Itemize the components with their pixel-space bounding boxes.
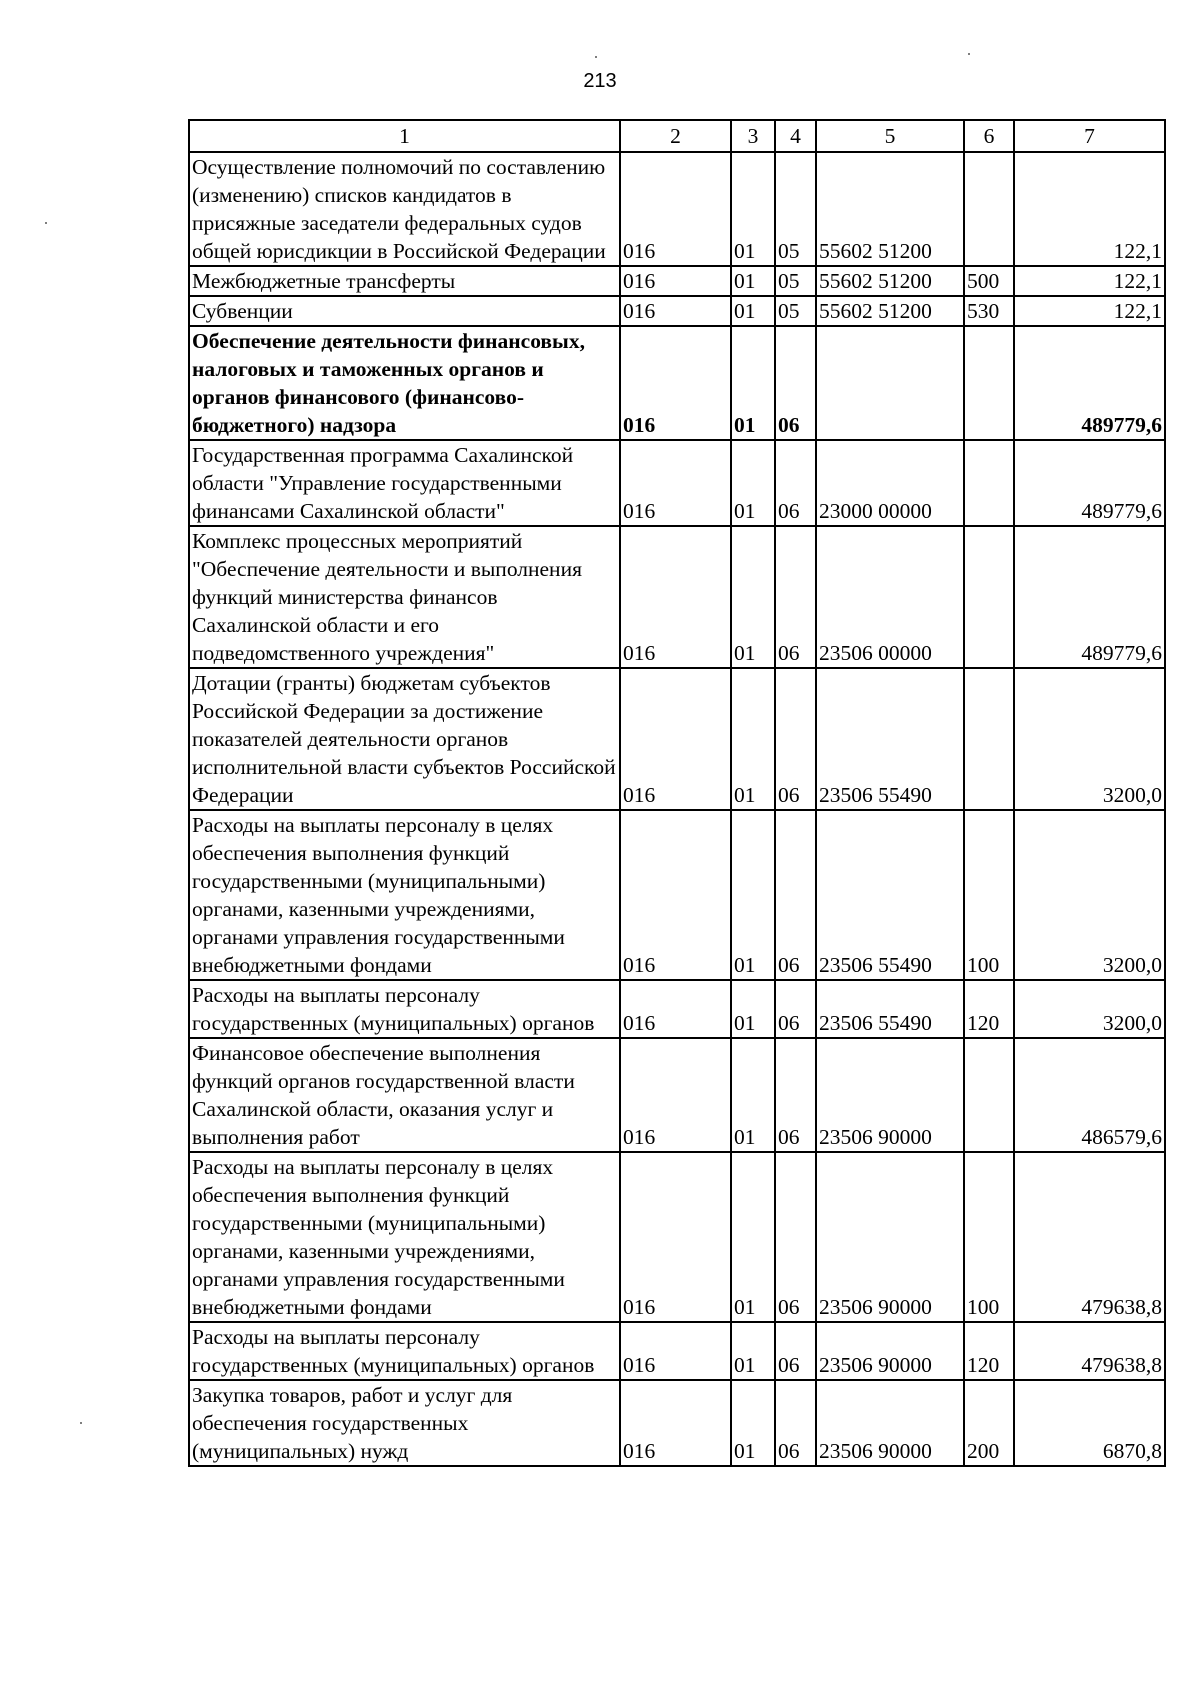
table-row	[189, 668, 1165, 810]
row-target-article: 23506 55490	[816, 980, 964, 1038]
row-subsection: 05	[775, 266, 816, 296]
row-grbs: 016	[620, 1038, 731, 1152]
row-target-article: 23506 00000	[816, 526, 964, 668]
column-header: 5	[816, 120, 964, 152]
row-grbs: 016	[620, 266, 731, 296]
column-header: 3	[731, 120, 775, 152]
row-target-article: 23506 90000	[816, 1038, 964, 1152]
row-section: 01	[731, 668, 775, 810]
scan-speck	[595, 56, 597, 58]
row-expense-type: 100	[964, 810, 1014, 980]
row-expense-type: 500	[964, 266, 1014, 296]
column-header: 1	[189, 120, 620, 152]
table-row	[189, 296, 1165, 326]
table-row	[189, 1380, 1165, 1466]
row-expense-type: 100	[964, 1152, 1014, 1322]
row-section: 01	[731, 1380, 775, 1466]
row-target-article: 55602 51200	[816, 296, 964, 326]
row-subsection: 06	[775, 1380, 816, 1466]
row-sum: 3200,0	[1014, 668, 1165, 810]
row-subsection: 06	[775, 526, 816, 668]
row-grbs: 016	[620, 440, 731, 526]
row-name: Расходы на выплаты персоналу государственных (муниципальных) органов	[189, 980, 620, 1038]
budget-table	[188, 119, 1166, 1467]
column-header: 7	[1014, 120, 1165, 152]
row-section: 01	[731, 296, 775, 326]
row-name: Государственная программа Сахалинской области "Управление государственными финансами Сахалинской области"	[189, 440, 620, 526]
row-sum: 486579,6	[1014, 1038, 1165, 1152]
row-grbs: 016	[620, 980, 731, 1038]
row-sum: 6870,8	[1014, 1380, 1165, 1466]
row-expense-type	[964, 526, 1014, 668]
table-row	[189, 440, 1165, 526]
scan-speck	[80, 1422, 82, 1424]
row-sum: 122,1	[1014, 152, 1165, 266]
row-subsection: 06	[775, 810, 816, 980]
column-header: 6	[964, 120, 1014, 152]
row-subsection: 06	[775, 326, 816, 440]
row-sum: 479638,8	[1014, 1152, 1165, 1322]
row-section: 01	[731, 266, 775, 296]
row-grbs: 016	[620, 1322, 731, 1380]
row-expense-type	[964, 440, 1014, 526]
table-header-row	[189, 120, 1165, 152]
row-expense-type: 120	[964, 980, 1014, 1038]
row-target-article	[816, 326, 964, 440]
row-expense-type	[964, 326, 1014, 440]
table-row	[189, 1322, 1165, 1380]
row-name: Комплекс процессных мероприятий "Обеспечение деятельности и выполнения функций министерства финансов Сахалинской области и его подведомственного учреждения"	[189, 526, 620, 668]
row-expense-type: 530	[964, 296, 1014, 326]
row-target-article: 23000 00000	[816, 440, 964, 526]
row-sum: 489779,6	[1014, 326, 1165, 440]
row-grbs: 016	[620, 296, 731, 326]
page-number: 213	[583, 70, 617, 92]
row-name: Закупка товаров, работ и услуг для обеспечения государственных (муниципальных) нужд	[189, 1380, 620, 1466]
row-expense-type	[964, 152, 1014, 266]
table-row	[189, 810, 1165, 980]
row-section: 01	[731, 1038, 775, 1152]
row-name: Расходы на выплаты персоналу в целях обеспечения выполнения функций государственными (муниципальными) органами, казенными учреждениями, органами управления государственными внебюджетными фондами	[189, 1152, 620, 1322]
row-section: 01	[731, 326, 775, 440]
row-subsection: 06	[775, 668, 816, 810]
row-expense-type: 200	[964, 1380, 1014, 1466]
row-target-article: 23506 90000	[816, 1322, 964, 1380]
row-section: 01	[731, 440, 775, 526]
row-name: Финансовое обеспечение выполнения функций органов государственной власти Сахалинской области, оказания услуг и выполнения работ	[189, 1038, 620, 1152]
row-expense-type	[964, 668, 1014, 810]
row-sum: 122,1	[1014, 296, 1165, 326]
row-subsection: 05	[775, 152, 816, 266]
row-sum: 489779,6	[1014, 526, 1165, 668]
row-sum: 122,1	[1014, 266, 1165, 296]
row-name: Расходы на выплаты персоналу в целях обеспечения выполнения функций государственными (муниципальными) органами, казенными учреждениями, органами управления государственными внебюджетными фондами	[189, 810, 620, 980]
row-grbs: 016	[620, 668, 731, 810]
scan-speck	[45, 222, 47, 224]
row-subsection: 06	[775, 1322, 816, 1380]
row-subsection: 05	[775, 296, 816, 326]
row-target-article: 55602 51200	[816, 266, 964, 296]
table-row	[189, 1038, 1165, 1152]
row-sum: 3200,0	[1014, 980, 1165, 1038]
table-row	[189, 266, 1165, 296]
row-expense-type	[964, 1038, 1014, 1152]
row-section: 01	[731, 980, 775, 1038]
column-header: 4	[775, 120, 816, 152]
row-target-article: 23506 55490	[816, 810, 964, 980]
column-header: 2	[620, 120, 731, 152]
table-row	[189, 980, 1165, 1038]
row-name: Расходы на выплаты персоналу государственных (муниципальных) органов	[189, 1322, 620, 1380]
row-name: Межбюджетные трансферты	[189, 266, 620, 296]
row-grbs: 016	[620, 152, 731, 266]
row-sum: 479638,8	[1014, 1322, 1165, 1380]
row-name: Обеспечение деятельности финансовых, налоговых и таможенных органов и органов финансового (финансово-бюджетного) надзора	[189, 326, 620, 440]
scan-speck	[968, 53, 970, 55]
row-subsection: 06	[775, 440, 816, 526]
row-target-article: 23506 90000	[816, 1380, 964, 1466]
row-section: 01	[731, 1152, 775, 1322]
row-section: 01	[731, 1322, 775, 1380]
row-grbs: 016	[620, 526, 731, 668]
row-target-article: 23506 55490	[816, 668, 964, 810]
row-section: 01	[731, 810, 775, 980]
row-name: Субвенции	[189, 296, 620, 326]
row-section: 01	[731, 526, 775, 668]
row-name: Осуществление полномочий по составлению (изменению) списков кандидатов в присяжные заседатели федеральных судов общей юрисдикции в Российской Федерации	[189, 152, 620, 266]
row-sum: 3200,0	[1014, 810, 1165, 980]
row-target-article: 55602 51200	[816, 152, 964, 266]
row-grbs: 016	[620, 810, 731, 980]
row-expense-type: 120	[964, 1322, 1014, 1380]
row-grbs: 016	[620, 1380, 731, 1466]
row-grbs: 016	[620, 1152, 731, 1322]
row-subsection: 06	[775, 1152, 816, 1322]
row-name: Дотации (гранты) бюджетам субъектов Российской Федерации за достижение показателей деятельности органов исполнительной власти субъектов Российской Федерации	[189, 668, 620, 810]
row-section: 01	[731, 152, 775, 266]
table-row	[189, 152, 1165, 266]
row-target-article: 23506 90000	[816, 1152, 964, 1322]
row-subsection: 06	[775, 980, 816, 1038]
row-sum: 489779,6	[1014, 440, 1165, 526]
table-row	[189, 526, 1165, 668]
row-subsection: 06	[775, 1038, 816, 1152]
table-row-section-total	[189, 326, 1165, 440]
row-grbs: 016	[620, 326, 731, 440]
table-row	[189, 1152, 1165, 1322]
